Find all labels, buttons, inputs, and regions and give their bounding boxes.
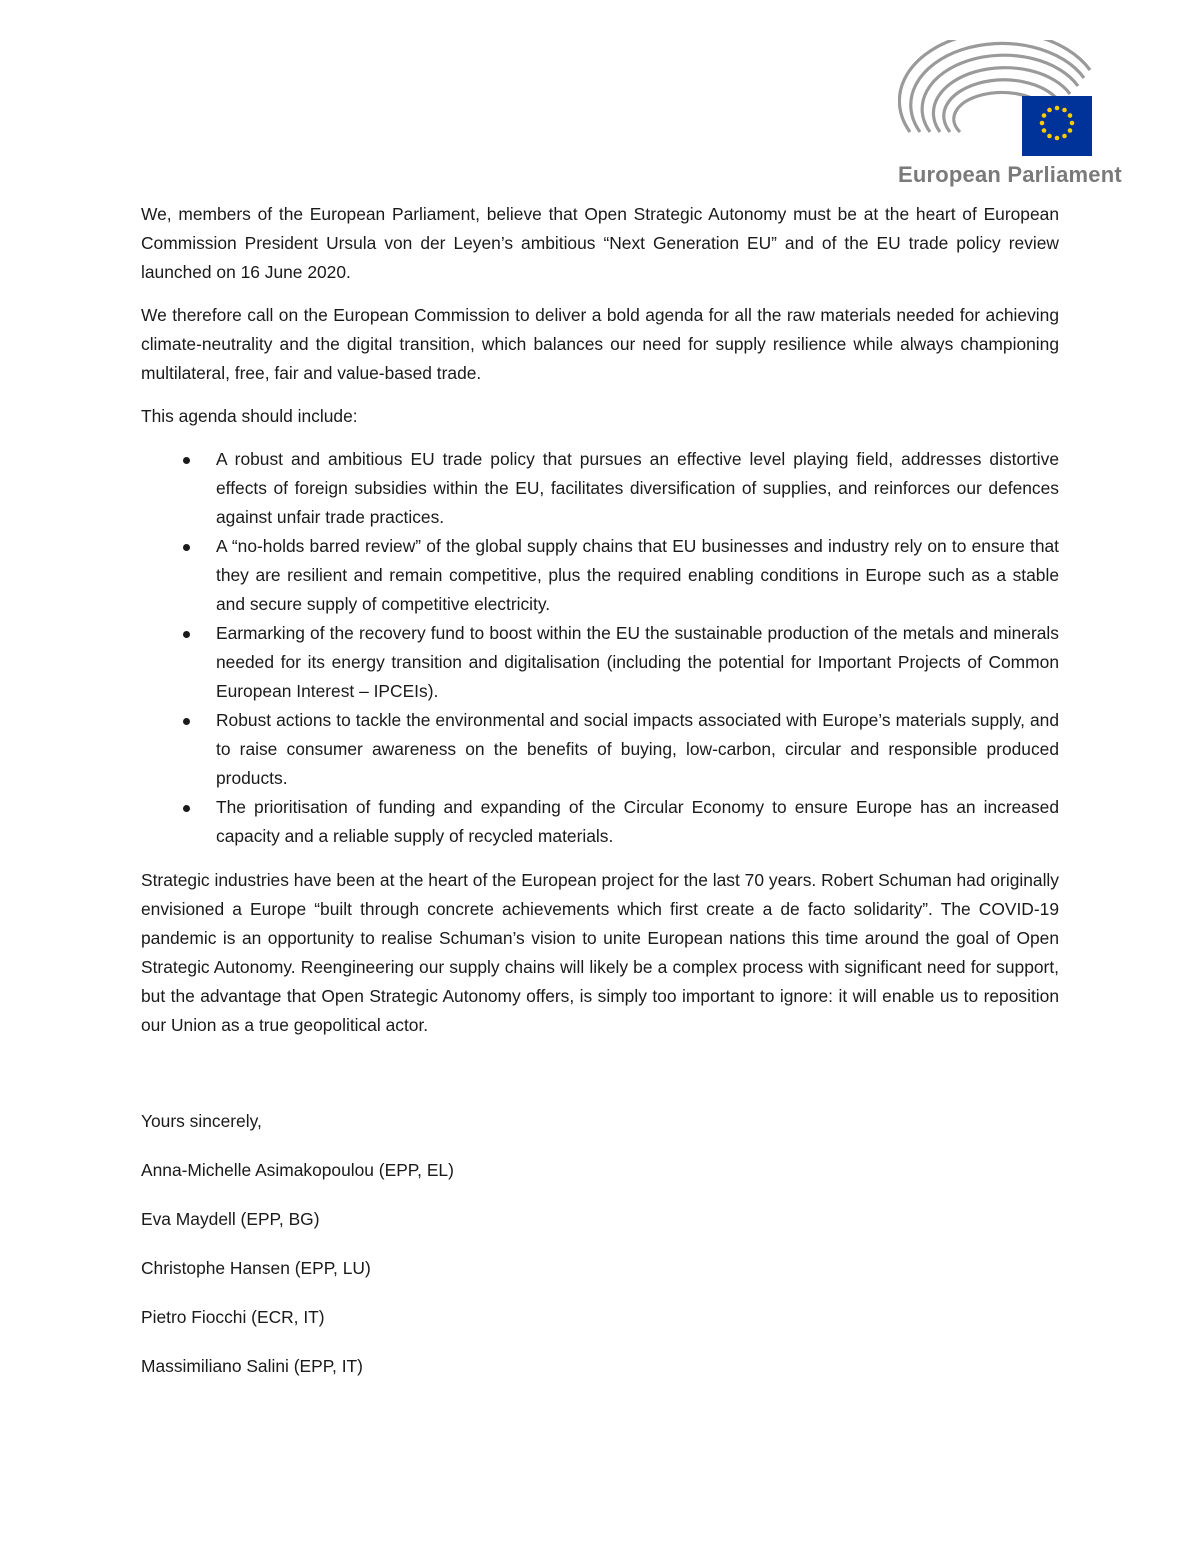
logo-wordmark: European Parliament: [898, 162, 1122, 187]
bullet-icon: [183, 718, 190, 725]
list-item-text: The prioritisation of funding and expanding of the Circular Economy to ensure Europe has an increased capacity and a reliable supply of recycled materials.: [216, 797, 1059, 846]
european-parliament-logo: [898, 40, 1122, 190]
list-item-text: Robust actions to tackle the environmental and social impacts associated with Europe’s materials supply, and to raise consumer awareness on the benefits of buying, low-carbon, circular and responsible produced products.: [216, 710, 1059, 788]
list-item: [141, 445, 1059, 532]
list-item: [141, 619, 1059, 706]
bullet-icon: [183, 544, 190, 551]
letter-body: [141, 200, 1059, 1401]
list-item: [141, 793, 1059, 851]
signatory: Massimiliano Salini (EPP, IT): [141, 1356, 363, 1376]
list-item-text: A robust and ambitious EU trade policy that pursues an effective level playing field, addresses distortive effects of foreign subsidies within the EU, facilitates diversification of supplies, and reinforces our defences against unfair trade practices.: [216, 449, 1059, 527]
agenda-lead-in: This agenda should include:: [141, 406, 358, 426]
closing-paragraph: Strategic industries have been at the heart of the European project for the last 70 years. Robert Schuman had originally envisioned a Europe “built through concrete achievements which first create a de facto solidarity”. The COVID-19 pandemic is an opportunity to realise Schuman’s vision to unite European nations this time around the goal of Open Strategic Autonomy. Reengineering our supply chains will likely be a complex process with significant need for support, but the advantage that Open Strategic Autonomy offers, is simply too important to ignore: it will enable us to reposition our Union as a true geopolitical actor.: [141, 870, 1059, 1035]
hemicycle-flag-icon: [898, 40, 1098, 165]
signatory: Pietro Fiocchi (ECR, IT): [141, 1307, 325, 1327]
signatory: Anna-Michelle Asimakopoulou (EPP, EL): [141, 1160, 454, 1180]
list-item: [141, 532, 1059, 619]
list-item: [141, 706, 1059, 793]
signatory: Christophe Hansen (EPP, LU): [141, 1258, 371, 1278]
bullet-icon: [183, 631, 190, 638]
call-paragraph: We therefore call on the European Commission to deliver a bold agenda for all the raw materials needed for achieving climate-neutrality and the digital transition, which balances our need for supply resilience while always championing multilateral, free, fair and value-based trade.: [141, 305, 1059, 383]
intro-paragraph: We, members of the European Parliament, believe that Open Strategic Autonomy must be at the heart of European Commission President Ursula von der Leyen’s ambitious “Next Generation EU” and of the EU trade policy review launched on 16 June 2020.: [141, 204, 1059, 282]
list-item-text: A “no-holds barred review” of the global supply chains that EU businesses and industry rely on to ensure that they are resilient and remain competitive, plus the required enabling conditions in Europe such as a stable and secure supply of competitive electricity.: [216, 536, 1059, 614]
signature-block: [141, 1107, 1059, 1381]
bullet-icon: [183, 805, 190, 812]
salutation: Yours sincerely,: [141, 1111, 262, 1131]
bullet-icon: [183, 457, 190, 464]
signatory: Eva Maydell (EPP, BG): [141, 1209, 320, 1229]
agenda-list: [141, 445, 1059, 851]
list-item-text: Earmarking of the recovery fund to boost within the EU the sustainable production of the metals and minerals needed for its energy transition and digitalisation (including the potential for Important Projects of Common European Interest – IPCEIs).: [216, 623, 1059, 701]
